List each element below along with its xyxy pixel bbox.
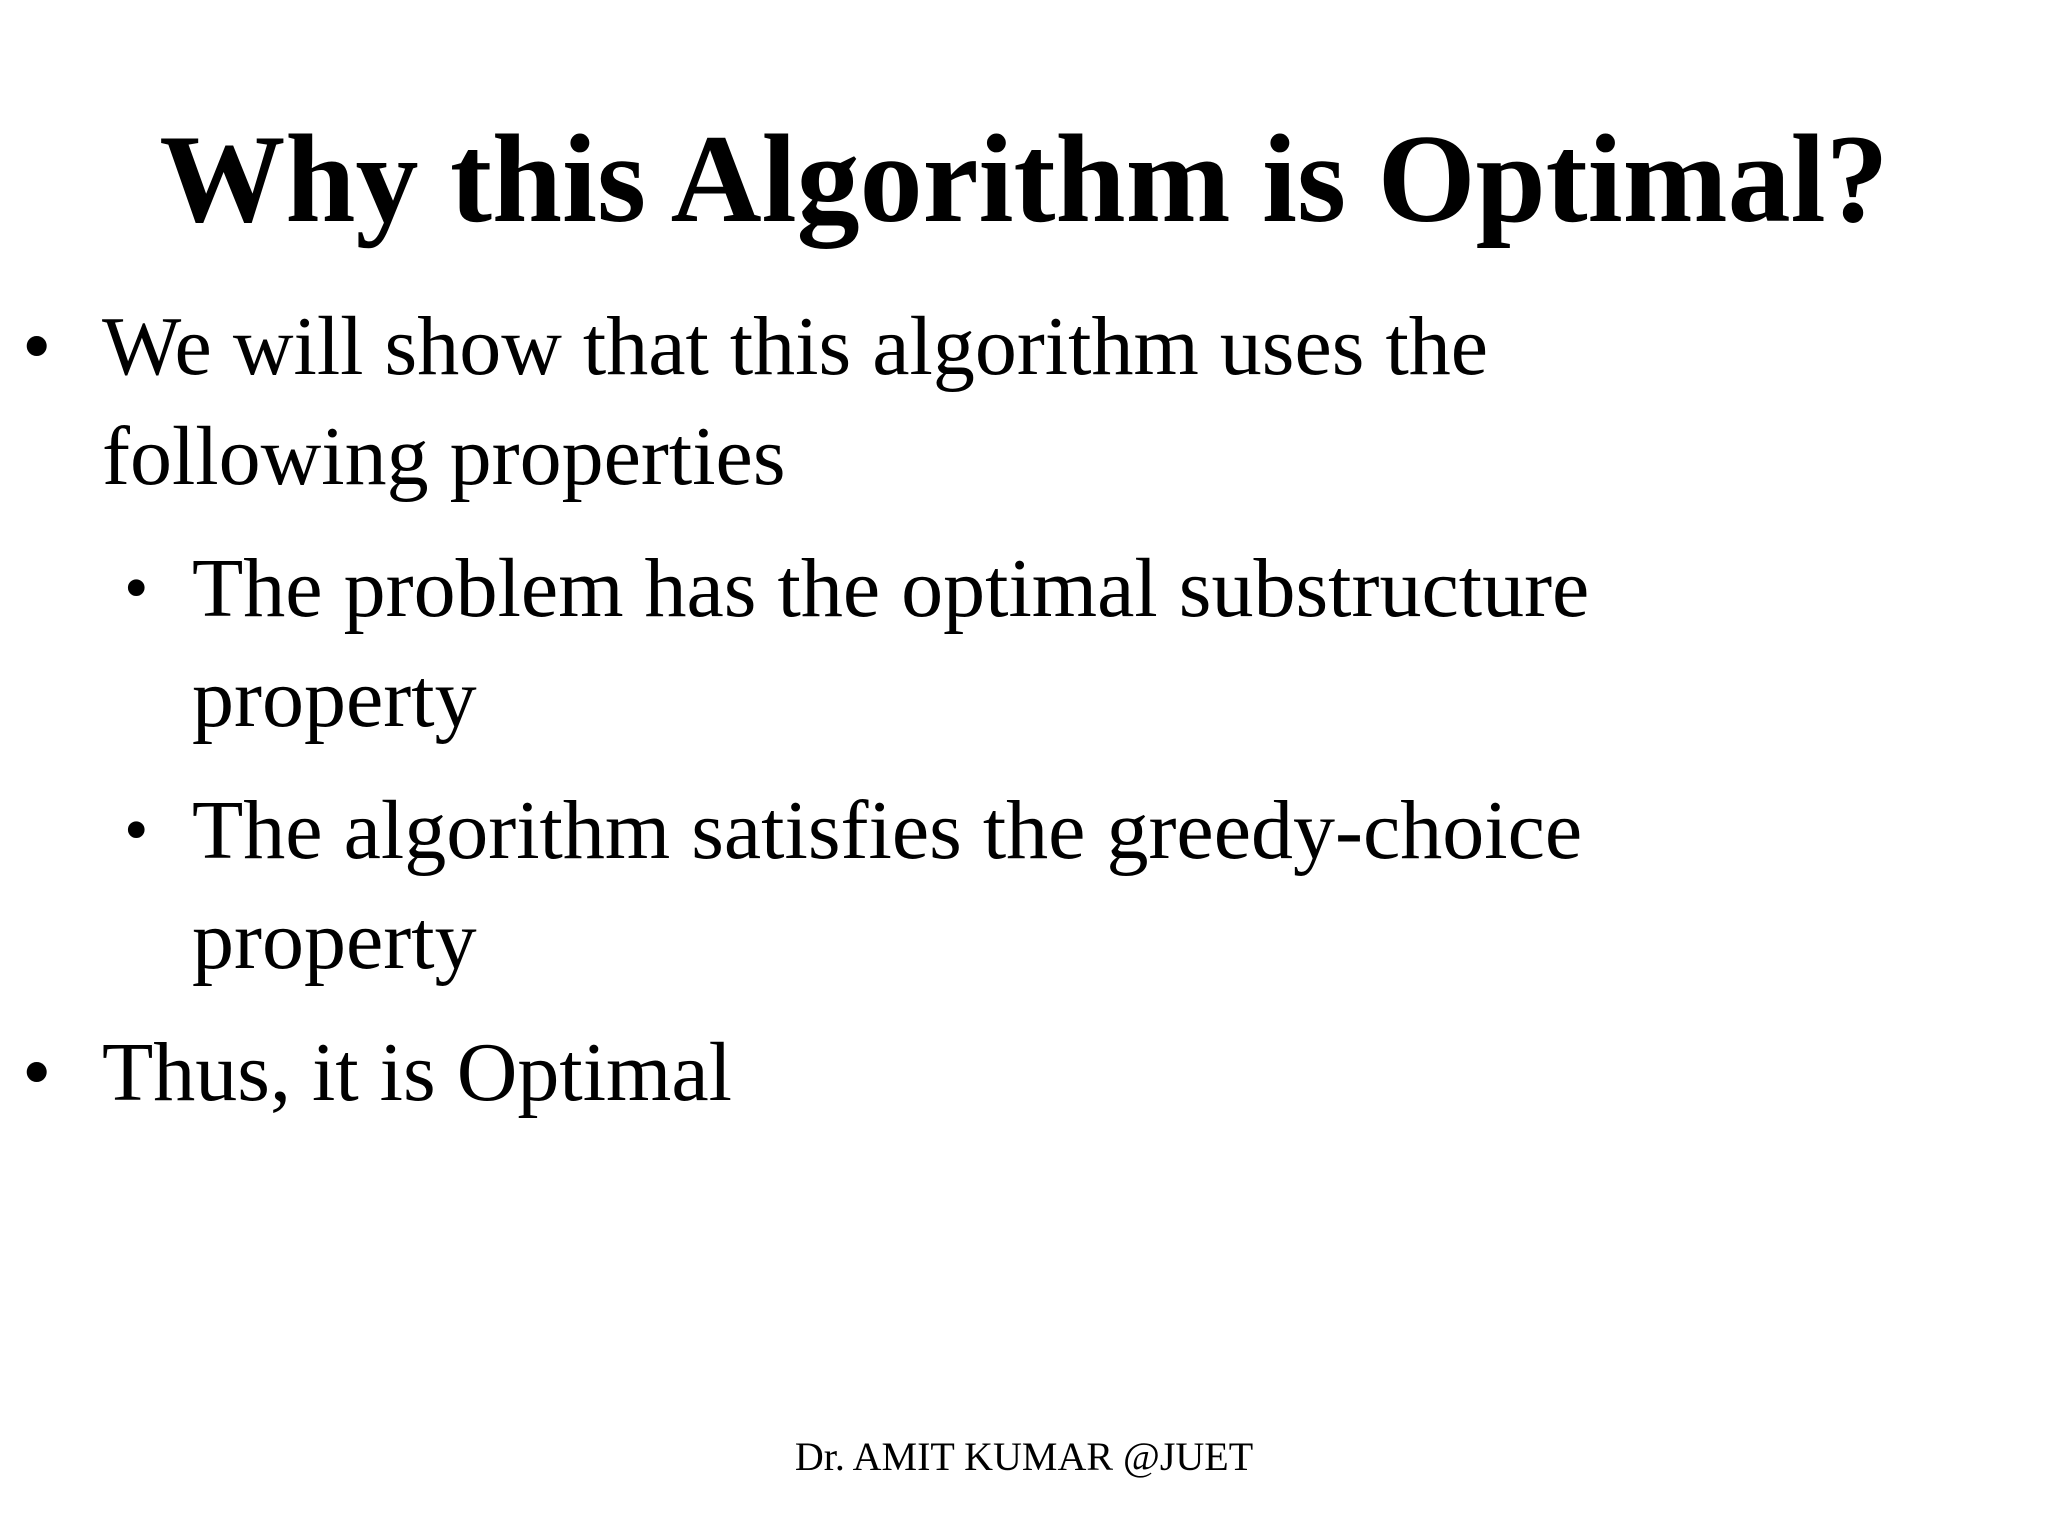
bullet-text — [102, 1018, 732, 1128]
bullet-text — [192, 776, 1582, 996]
bullet-text — [102, 292, 1488, 512]
bullet-text — [192, 534, 1589, 754]
bullet-line: property — [192, 894, 477, 987]
bullet-line: We will show that this algorithm uses the — [102, 300, 1489, 393]
bullet-line: The algorithm satisfies the greedy-choice — [192, 784, 1583, 877]
bullet-marker: • — [22, 300, 52, 393]
bullet-line: property — [192, 652, 477, 745]
bullet-marker: • — [124, 550, 149, 627]
bullet-marker: • — [22, 1026, 52, 1119]
bullet-marker: • — [124, 792, 149, 869]
slide-footer: Dr. AMIT KUMAR @JUET — [794, 1434, 1254, 1479]
slide-title: Why this Algorithm is Optimal? — [159, 110, 1889, 249]
bullet-line: following properties — [102, 410, 786, 503]
bullet-line: Thus, it is Optimal — [102, 1026, 732, 1119]
bullet-line: The problem has the optimal substructure — [192, 542, 1590, 635]
